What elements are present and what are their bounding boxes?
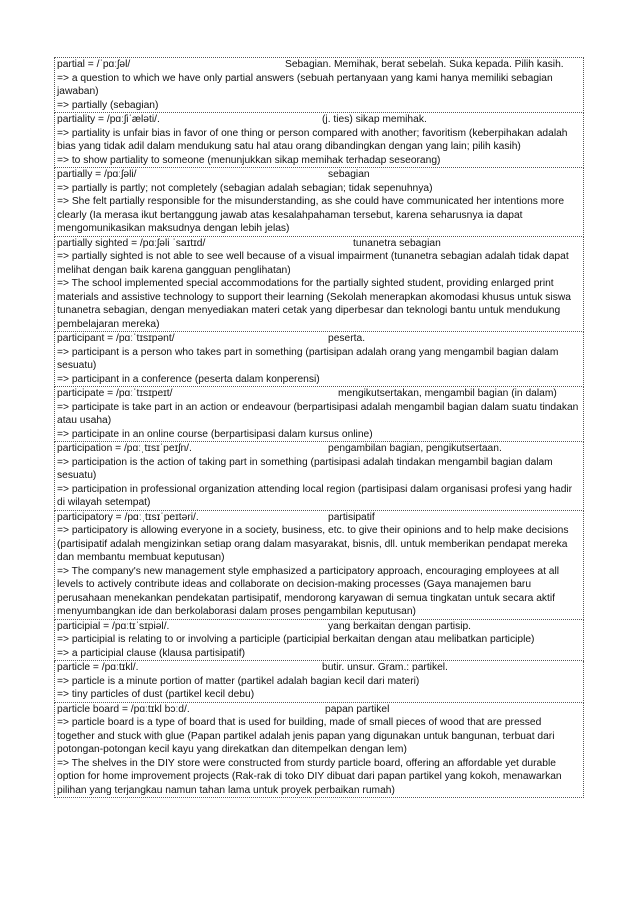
dictionary-entry (54, 387, 584, 442)
dictionary-entry (54, 620, 584, 662)
entry-header (57, 442, 581, 456)
entry-example-line: => particle is a minute portion of matter (partikel adalah bagian kecil dari materi) (57, 675, 420, 687)
entry-example-line: => to show partiality to someone (menunjukkan sikap memihak terhadap seseorang) (57, 154, 441, 166)
entry-term: particle = /pɑːtɪkl/. (57, 662, 139, 673)
entry-term: partially sighted = /pɑːʃəli ˈsaɪtɪd/ (57, 237, 206, 249)
dictionary-entry (54, 511, 584, 620)
entry-header (57, 387, 581, 401)
dictionary-entry (54, 237, 584, 333)
entry-header (57, 620, 581, 634)
dictionary-entry (54, 332, 584, 387)
entry-example-line: => participial is relating to or involving a participle (participial berkaitan dengan atau melibatkan participle) (57, 634, 535, 645)
dictionary-entry (54, 661, 584, 703)
entry-meaning: yang berkaitan dengan partisip. (328, 620, 472, 632)
entry-list (54, 57, 584, 798)
entry-example-line: => a question to which we have only partial answers (sebuah pertanyaan yang kami hanya memiliki sebagian jawaban) (57, 72, 553, 97)
entry-example-line: => partially (sebagian) (57, 99, 159, 111)
entry-meaning: peserta. (328, 333, 366, 344)
entry-header (57, 237, 581, 251)
entry-example-line: => The school implemented special accommodations for the partially sighted student, providing enlarged print materials and assistive technology to support their learning (Sekolah menerapkan akomodasi khusus untuk siswa tunanetra sebagian, dengan menyediakan materi cetak yang diperbesar dan teknologi bantu untuk mendukung pembelajaran mereka) (57, 278, 571, 330)
entry-meaning: tunanetra sebagian (353, 237, 441, 249)
entry-example-line: => particle board is a type of board that is used for building, made of small pieces of wood that are pressed together and stuck with glue (Papan partikel adalah jenis papan yang digunakan untuk bangunan, terbuat dari potongan-potongan kecil kayu yang direkatkan dan ditempelkan dengan lem) (57, 717, 555, 755)
entry-example-line: => participate in an online course (berpartisipasi dalam kursus online) (57, 428, 373, 440)
entry-header (57, 332, 581, 346)
dictionary-entry (54, 113, 584, 168)
dictionary-entry (54, 442, 584, 511)
entry-term: participial = /pɑːtɪˈsɪpiəl/. (57, 620, 170, 632)
entry-term: partiality = /pɑːʃiˈæləti/. (57, 114, 160, 125)
entry-example-line: => participatory is allowing everyone in a society, business, etc. to give their opinions and to help make decisions (partisipatif adalah mengizinkan setiap orang dalam masyarakat, bisnis, dll. untuk memberikan pendapat mereka dan membantu membuat keputusan) (57, 525, 569, 563)
entry-example-line: => The shelves in the DIY store were constructed from sturdy particle board, offering an affordable yet durable option for home improvement projects (Rak-rak di toko DIY dibuat dari papan partikel yang kokoh, menawarkan pilihan yang terjangkau namun tahan lama untuk proyek perbaikan rumah) (57, 757, 562, 796)
entry-term: partially = /pɑːʃəli/ (57, 169, 137, 180)
entry-meaning: pengambilan bagian, pengikutsertaan. (328, 443, 502, 454)
entry-meaning: (j. ties) sikap memihak. (322, 114, 427, 125)
entry-example-line: => partially sighted is not able to see well because of a visual impairment (tunanetra sebagian adalah tidak dapat melihat dengan baik karena gangguan penglihatan) (57, 251, 569, 276)
dictionary-entry (54, 57, 584, 113)
entry-meaning: Sebagian. Memihak, berat sebelah. Suka kepada. Pilih kasih. (285, 59, 564, 70)
entry-example-line: => participation in professional organization attending local region (partisipasi dalam organisasi profesi yang hadir di wilayah setempat) (57, 483, 573, 508)
entry-example-line: => partiality is unfair bias in favor of one thing or person compared with another; favoritism (keberpihakan adalah bias yang tidak adil dalam mendukung satu hal atau orang dibandingkan dengan yang lain; pilih kasih) (57, 127, 568, 152)
entry-term: participation = /pɑːˌtɪsɪˈpeɪʃn/. (57, 443, 192, 454)
entry-example-line: => a participial clause (klausa partisipatif) (57, 647, 246, 659)
entry-example-line: => The company's new management style emphasized a participatory approach, encouraging employees at all levels to actively contribute ideas and collaborate on decision-making processes (Gaya manajemen baru perusahaan menekankan pendekatan partisipatif, mendorong karyawan di semua tingkatan untuk secara aktif menyumbangkan ide dan berkolaborasi dalam proses pengambilan keputusan) (57, 565, 560, 617)
entry-meaning: butir. unsur. Gram.: partikel. (322, 662, 448, 673)
entry-example-line: => partially is partly; not completely (sebagian adalah sebagian; tidak sepenuhnya) (57, 182, 433, 194)
entry-meaning: papan partikel (325, 703, 390, 715)
entry-header (57, 113, 581, 127)
entry-term: participate = /pɑːˈtɪsɪpeɪt/ (57, 388, 173, 399)
entry-example-line: => participate is take part in an action or endeavour (berpartisipasi adalah mengambil bagian dalam suatu tindakan atau usaha) (57, 401, 579, 426)
entry-term: particle board = /pɑːtɪkl bɔːd/. (57, 703, 190, 715)
entry-meaning: mengikutsertakan, mengambil bagian (in dalam) (338, 388, 557, 399)
entry-meaning: sebagian (328, 169, 370, 180)
dictionary-page (54, 57, 584, 798)
entry-term: partial = /ˈpɑːʃəl/ (57, 59, 131, 70)
entry-header (57, 511, 581, 525)
entry-header (57, 703, 581, 717)
entry-example-line: => participation is the action of taking part in something (partisipasi adalah tindakan mengambil bagian dalam sesuatu) (57, 456, 553, 481)
entry-example-line: => participant in a conference (peserta dalam konperensi) (57, 373, 320, 385)
dictionary-entry (54, 703, 584, 799)
entry-meaning: partisipatif (328, 511, 375, 523)
entry-example-line: => tiny particles of dust (partikel kecil debu) (57, 689, 255, 700)
entry-header (57, 168, 581, 182)
entry-term: participant = /pɑːˈtɪsɪpənt/ (57, 333, 175, 344)
entry-header (57, 58, 581, 72)
entry-example-line: => She felt partially responsible for the misunderstanding, as she could have communicated her intentions more clearly (Ia merasa ikut bertanggung jawab atas kesalahpahaman tersebut, karena seharusnya ia dapat mengomunikasikan maksudnya dengan lebih jelas) (57, 196, 565, 234)
entry-header (57, 661, 581, 675)
dictionary-entry (54, 168, 584, 237)
entry-term: participatory = /pɑːˌtɪsɪˈpeɪtəri/. (57, 511, 199, 523)
entry-example-line: => participant is a person who takes part in something (partisipan adalah orang yang mengambil bagian dalam sesuatu) (57, 346, 559, 371)
